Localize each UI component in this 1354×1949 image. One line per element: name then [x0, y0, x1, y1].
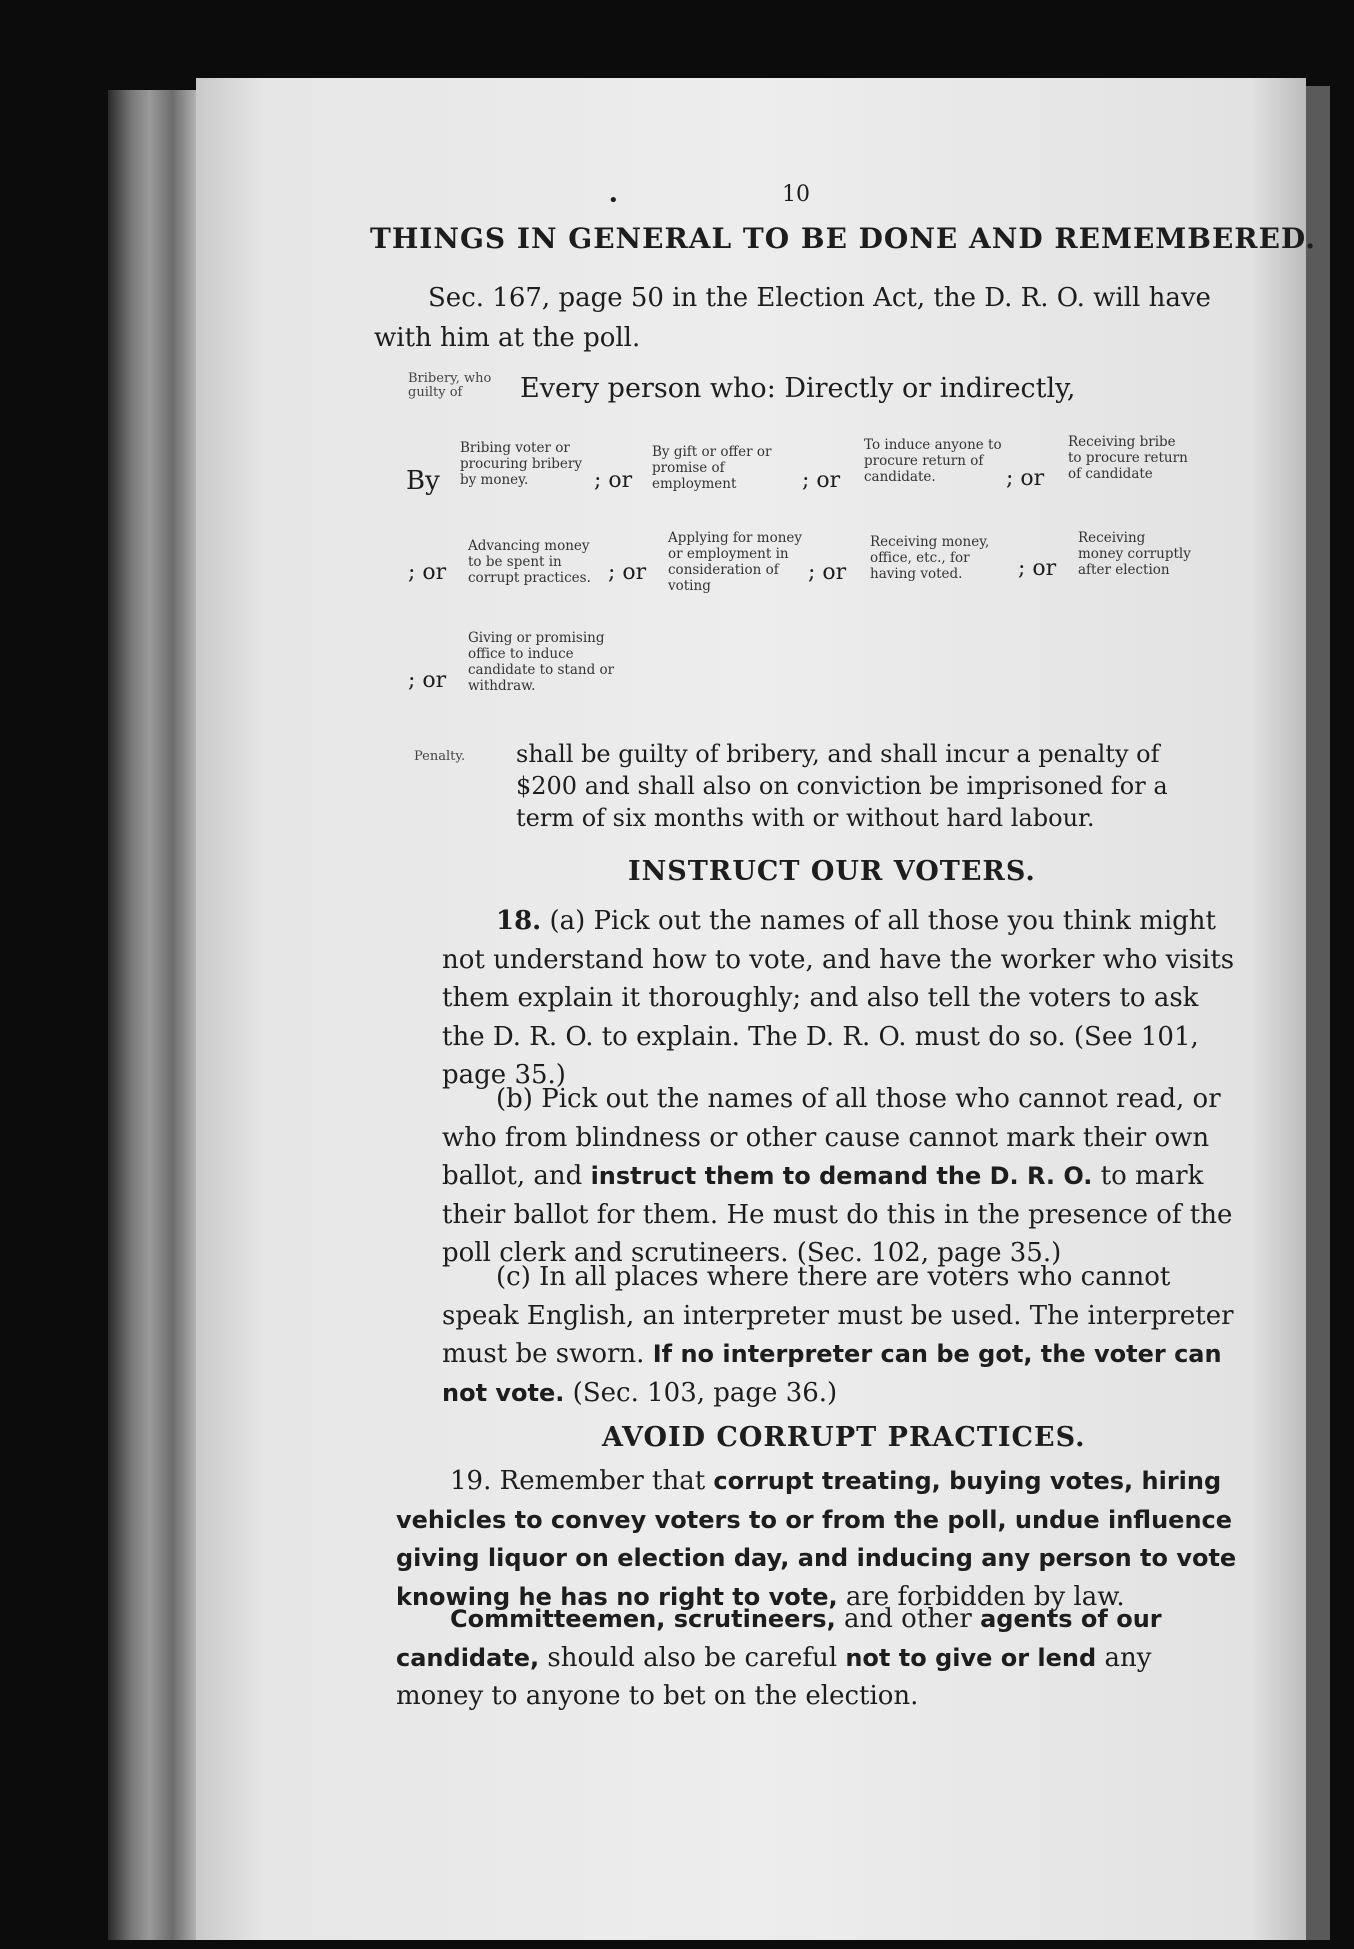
- or-connector: ; or: [802, 468, 841, 493]
- bribery-margin-note: Bribery, who guilty of: [408, 371, 492, 400]
- page-number: 10: [782, 182, 810, 207]
- or-connector: ; or: [808, 560, 847, 585]
- by-word: By: [406, 466, 440, 496]
- section-heading-avoid: AVOID CORRUPT PRACTICES.: [602, 1422, 1086, 1453]
- paragraph-19: 19. Remember that corrupt treating, buying votes, hiring vehicles to convey voters to or from the poll, undue influence giving liquor on election day, and inducing any person to vote knowing he has no right to vote, are forbidden by law.: [396, 1466, 1237, 1612]
- or-connector: ; or: [1018, 556, 1057, 581]
- bribery-lead: Every person who: Directly or indirectly,: [520, 373, 1076, 404]
- bribery-item: Receiving bribe to procure return of candidate: [1068, 434, 1188, 482]
- bribery-item: Giving or promising office to induce candidate to stand or withdraw.: [468, 630, 615, 694]
- paragraph-number: 18.: [496, 906, 542, 936]
- book-spine: [108, 90, 200, 1940]
- penalty-text: shall be guilty of bribery, and shall incur a penalty of $200 and shall also on conviction be imprisoned for a term of six months with or without hard labour.: [516, 740, 1168, 832]
- bribery-item: Receiving money corruptly after election: [1078, 530, 1191, 578]
- penalty-margin-note: Penalty.: [414, 749, 466, 764]
- intro-paragraph: Sec. 167, page 50 in the Election Act, the D. R. O. will have with him at the poll.: [374, 283, 1211, 353]
- or-connector: ; or: [1006, 466, 1045, 491]
- bribery-item: To induce anyone to procure return of candidate.: [864, 437, 1002, 485]
- paragraph-number: 19.: [450, 1466, 492, 1496]
- or-connector: ; or: [608, 560, 647, 585]
- page-heading: THINGS IN GENERAL TO BE DONE AND REMEMBERED.: [370, 222, 1316, 255]
- paragraph-18b: (b) Pick out the names of all those who cannot read, or who from blindness or other cause cannot mark their own ballot, and instruct them to demand the D. R. O. to mark their ballot for them. He must do this in the presence of the poll clerk and scrutineers. (Sec. 102, page 35.): [442, 1084, 1233, 1268]
- or-connector: ; or: [408, 668, 447, 693]
- bribery-item: Receiving money, office, etc., for having voted.: [870, 534, 990, 582]
- paragraph-18c: (c) In all places where there are voters who cannot speak English, an interpreter must be used. The interpreter must be sworn. If no interpreter can be got, the voter can not vote. (Sec. 103, page 36.): [442, 1262, 1234, 1408]
- stray-mark: •: [608, 190, 619, 211]
- paragraph-18a: 18. (a) Pick out the names of all those you think might not understand how to vote, and have the worker who visits them explain it thoroughly; and also tell the voters to ask the D. R. O. to explain. The D. R. O. must do so. (See 101, page 35.): [442, 906, 1235, 1090]
- bribery-item: Advancing money to be spent in corrupt practices.: [468, 538, 591, 586]
- next-page-edge: [1306, 86, 1330, 1940]
- bribery-item: Bribing voter or procuring bribery by money.: [460, 440, 583, 488]
- or-connector: ; or: [408, 560, 447, 585]
- paragraph-committeemen: Committeemen, scrutineers, and other agents of our candidate, should also be careful not to give or lend any money to anyone to bet on the election.: [396, 1604, 1162, 1711]
- bribery-item: By gift or offer or promise of employment: [652, 444, 772, 492]
- bribery-item: Applying for money or employment in consideration of voting: [668, 530, 803, 594]
- or-connector: ; or: [594, 468, 633, 493]
- section-heading-instruct: INSTRUCT OUR VOTERS.: [628, 856, 1036, 887]
